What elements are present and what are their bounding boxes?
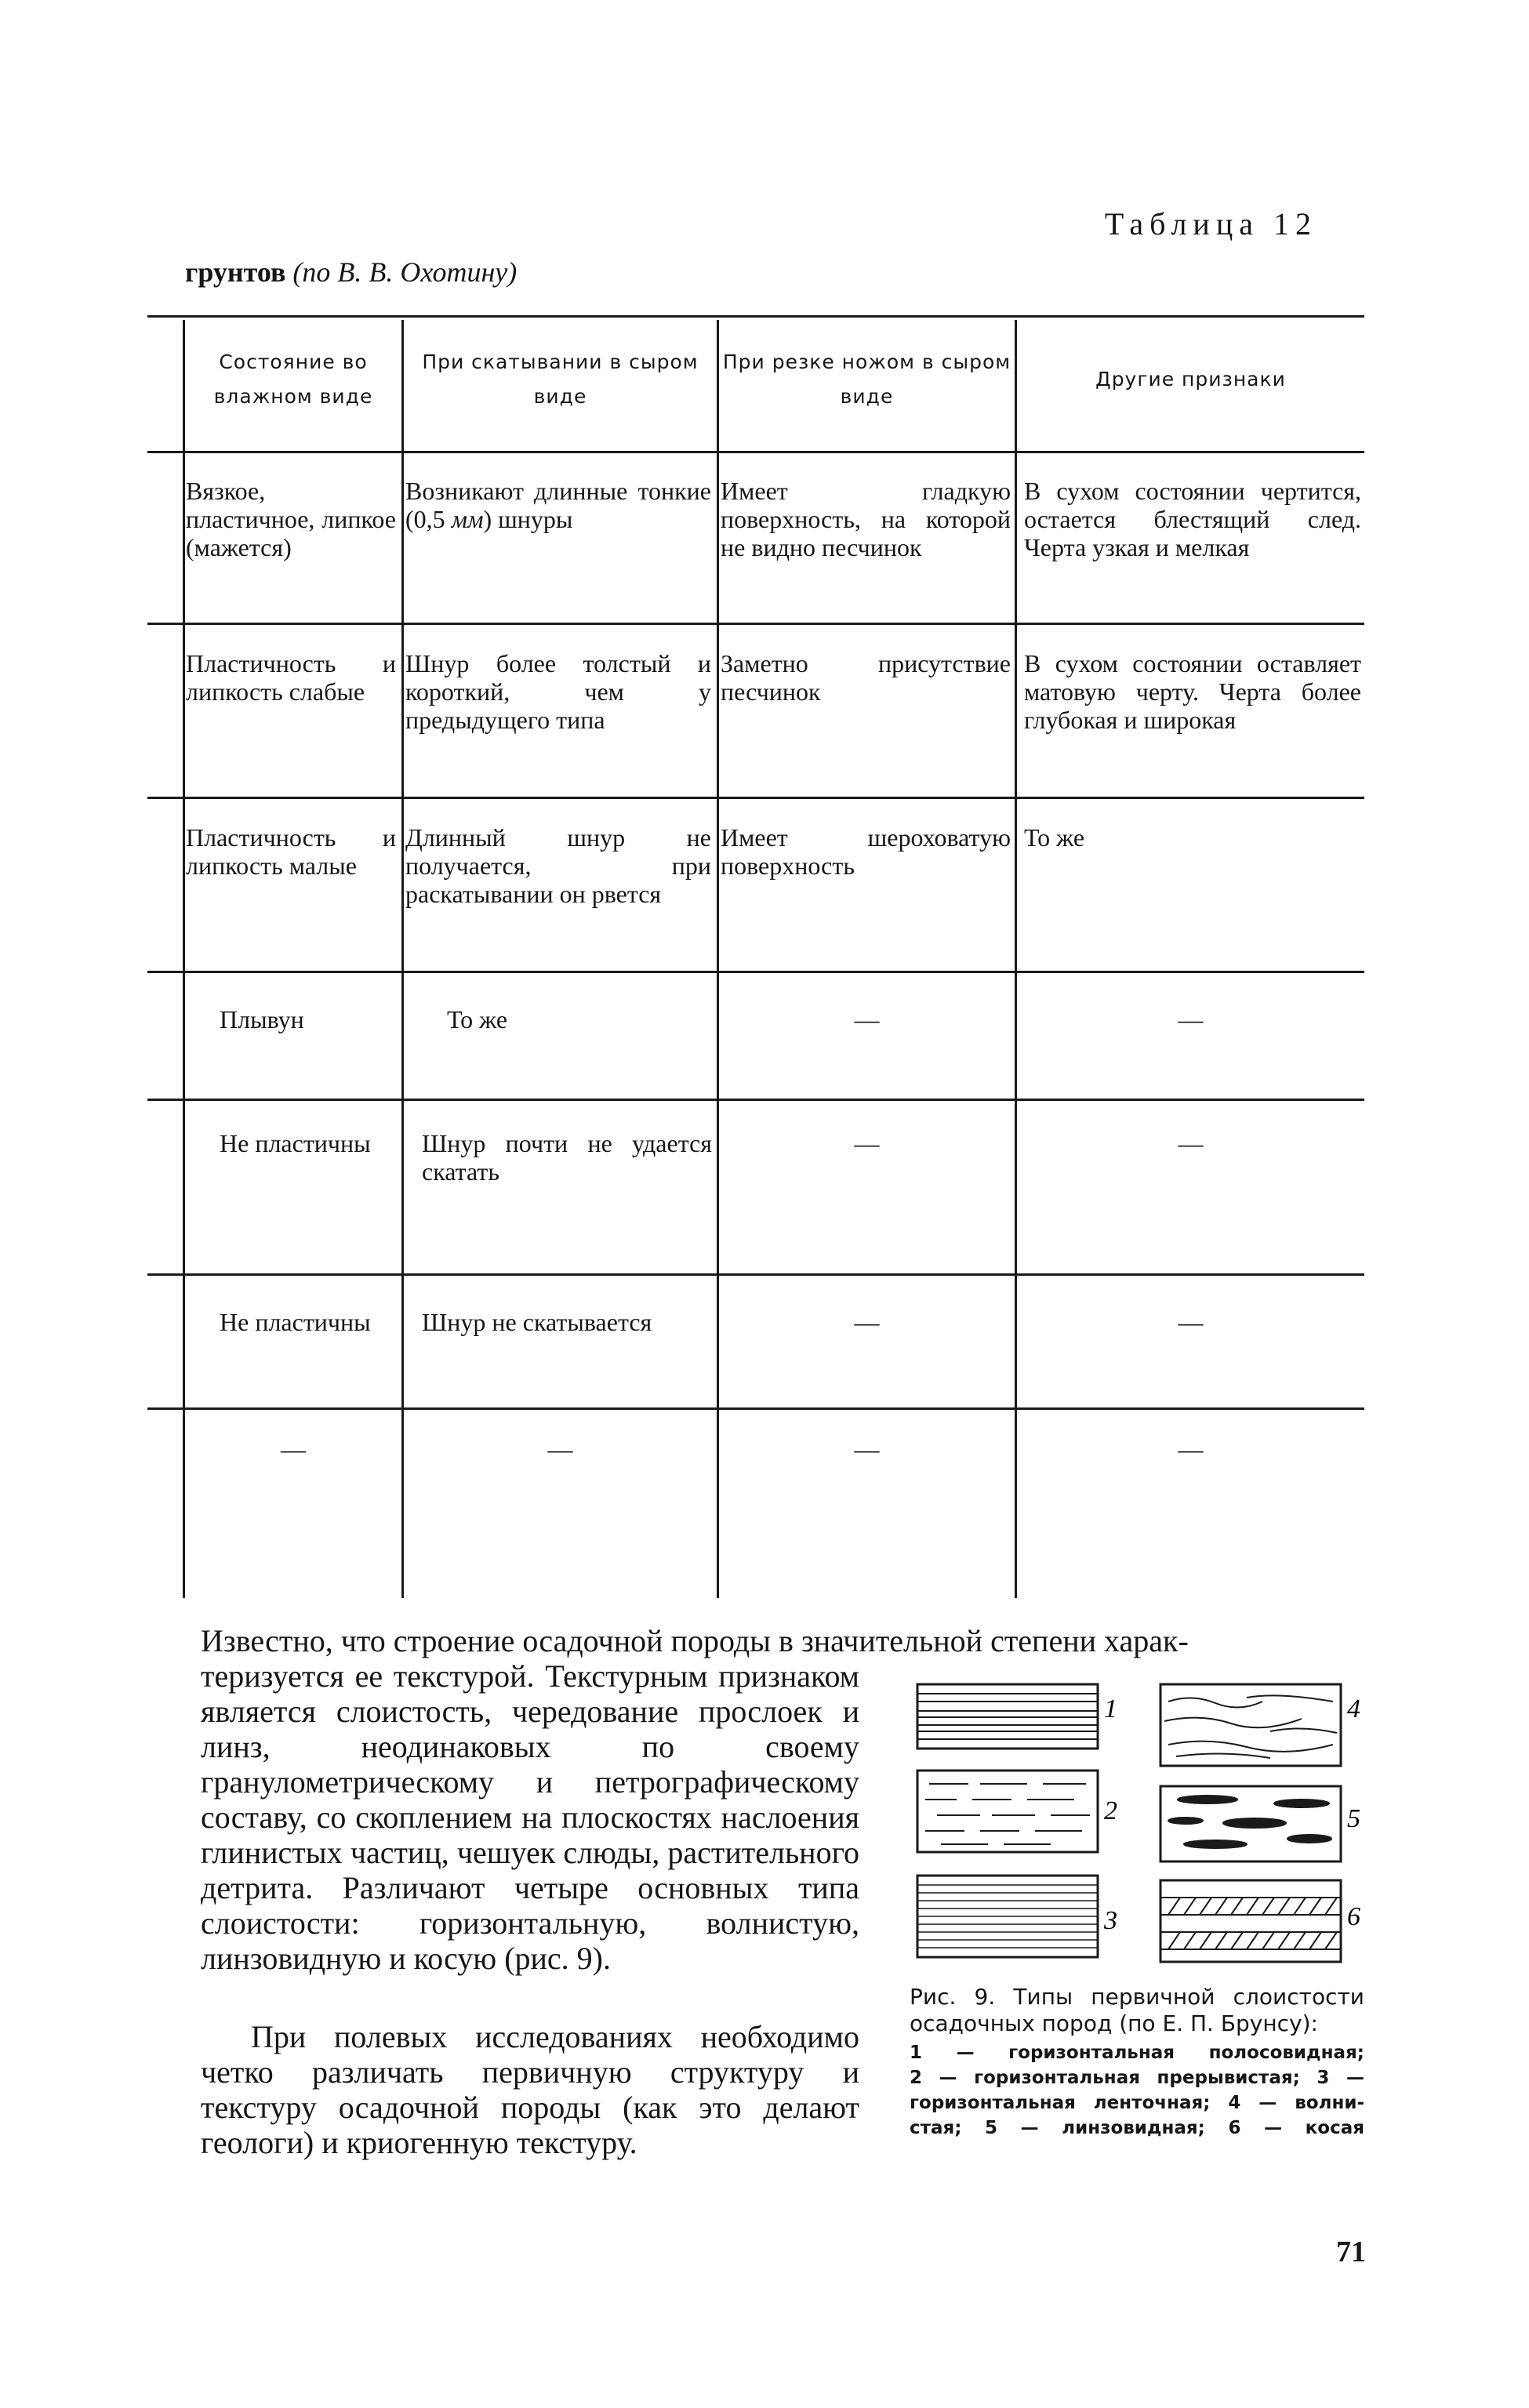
table-caption [185,256,517,289]
sample-label-6: 6 [1347,1902,1360,1931]
row2-state: Пластичность и липкость слабые [186,649,396,706]
legend-line: 1 — горизонтальная полосовидная; [910,2043,1364,2063]
row6-cutting: — [854,1308,880,1336]
row5-state: Не пластичны [220,1129,371,1157]
row1-state: Вязкое, пластичное, липкое (мажется) [186,477,396,561]
row2-rolling: Шнур более толстый и короткий, чем у предыдущего типа [405,649,711,734]
header-other: Другие признаки [1095,368,1286,390]
paragraph-first-line: Известно, что строение осадочной породы в значительной степени харак- [201,1623,1189,1658]
row7-state: — [281,1435,306,1463]
row1-cutting: Имеет гладкую поверхность, на которой не видно песчинок [721,477,1011,561]
row5-cutting: — [854,1129,880,1157]
header-rolling: При скатывании в сыром виде [422,350,699,408]
row7-rolling: — [547,1435,573,1463]
row6-rolling: Шнур не скатывается [422,1308,652,1336]
row4-other: — [1178,1005,1204,1033]
row6-state: Не пластичны [220,1308,371,1336]
page-number: 71 [1336,2235,1366,2268]
row4-cutting: — [854,1005,880,1033]
row3-other: То же [1024,823,1085,852]
stratification-figure [894,1670,1364,1972]
sample-2-horizontal-discontinuous [917,1771,1098,1852]
paragraph-1: теризуется ее текстурой. Текстурным признаком является слоистость, чередование прослоек и линз, неодинаковых по своему гранулометрическому и петрографическому составу, со скоплением на плоскостях наслоения глинистых частиц, чешуек слюды, растительного детрита. Различают четыре основных типа слоистости: горизонтальную, волнистую, линзовидную и косую (рис. 9). [201,1658,859,1976]
legend-line: горизонтальная ленточная; 4 — волни- [910,2093,1364,2113]
sample-label-4: 4 [1347,1694,1360,1723]
legend-line: стая; 5 — линзовидная; 6 — косая [910,2118,1364,2138]
sample-label-2: 2 [1104,1796,1117,1825]
row2-cutting: Заметно присутствие песчинок [721,649,1011,706]
row2-other: В сухом состоянии оставляет матовую черту. Черта более глубокая и широкая [1024,649,1361,734]
header-state: Состояние во влажном виде [213,350,373,408]
sample-label-5: 5 [1347,1804,1360,1833]
sample-label-3: 3 [1104,1906,1117,1935]
paragraph-2: При полевых исследованиях необходимо четко различать первичную структуру и текстуру осадочной породы (как это делают геологи) и криогенную текстуру. [201,2019,859,2160]
row1-rolling: Возникают длинные тонкие (0,5 мм) шнуры [405,477,711,533]
sample-label-1: 1 [1104,1694,1117,1723]
row1-other: В сухом состоянии чертится, остается блестящий след. Черта узкая и мелкая [1024,477,1361,561]
figure-legend [910,2040,1364,2141]
row6-other: — [1178,1308,1204,1336]
row4-state: Плывун [220,1005,304,1033]
row3-state: Пластичность и липкость малые [186,823,396,880]
row4-rolling: То же [447,1005,508,1033]
row3-rolling: Длинный шнур не получается, при раскатывании он рвется [405,823,711,908]
caption-bold: грунтов [185,256,286,288]
legend-line: 2 — горизонтальная прерывистая; 3 — [910,2068,1364,2088]
row3-cutting: Имеет шероховатую поверхность [721,823,1011,880]
table-number: Таблица 12 [1104,206,1317,242]
row5-rolling: Шнур почти не удается скатать [422,1129,712,1186]
row7-cutting: — [854,1435,880,1463]
caption-italic: (по В. В. Охотину) [292,256,518,288]
row7-other: — [1178,1435,1204,1463]
row5-other: — [1178,1129,1204,1157]
figure-caption: Рис. 9. Типы первичной слоистости осадочных пород (по Е. П. Брунсу): [910,1984,1364,2036]
header-cutting: При резке ножом в сыром виде [722,350,1011,408]
